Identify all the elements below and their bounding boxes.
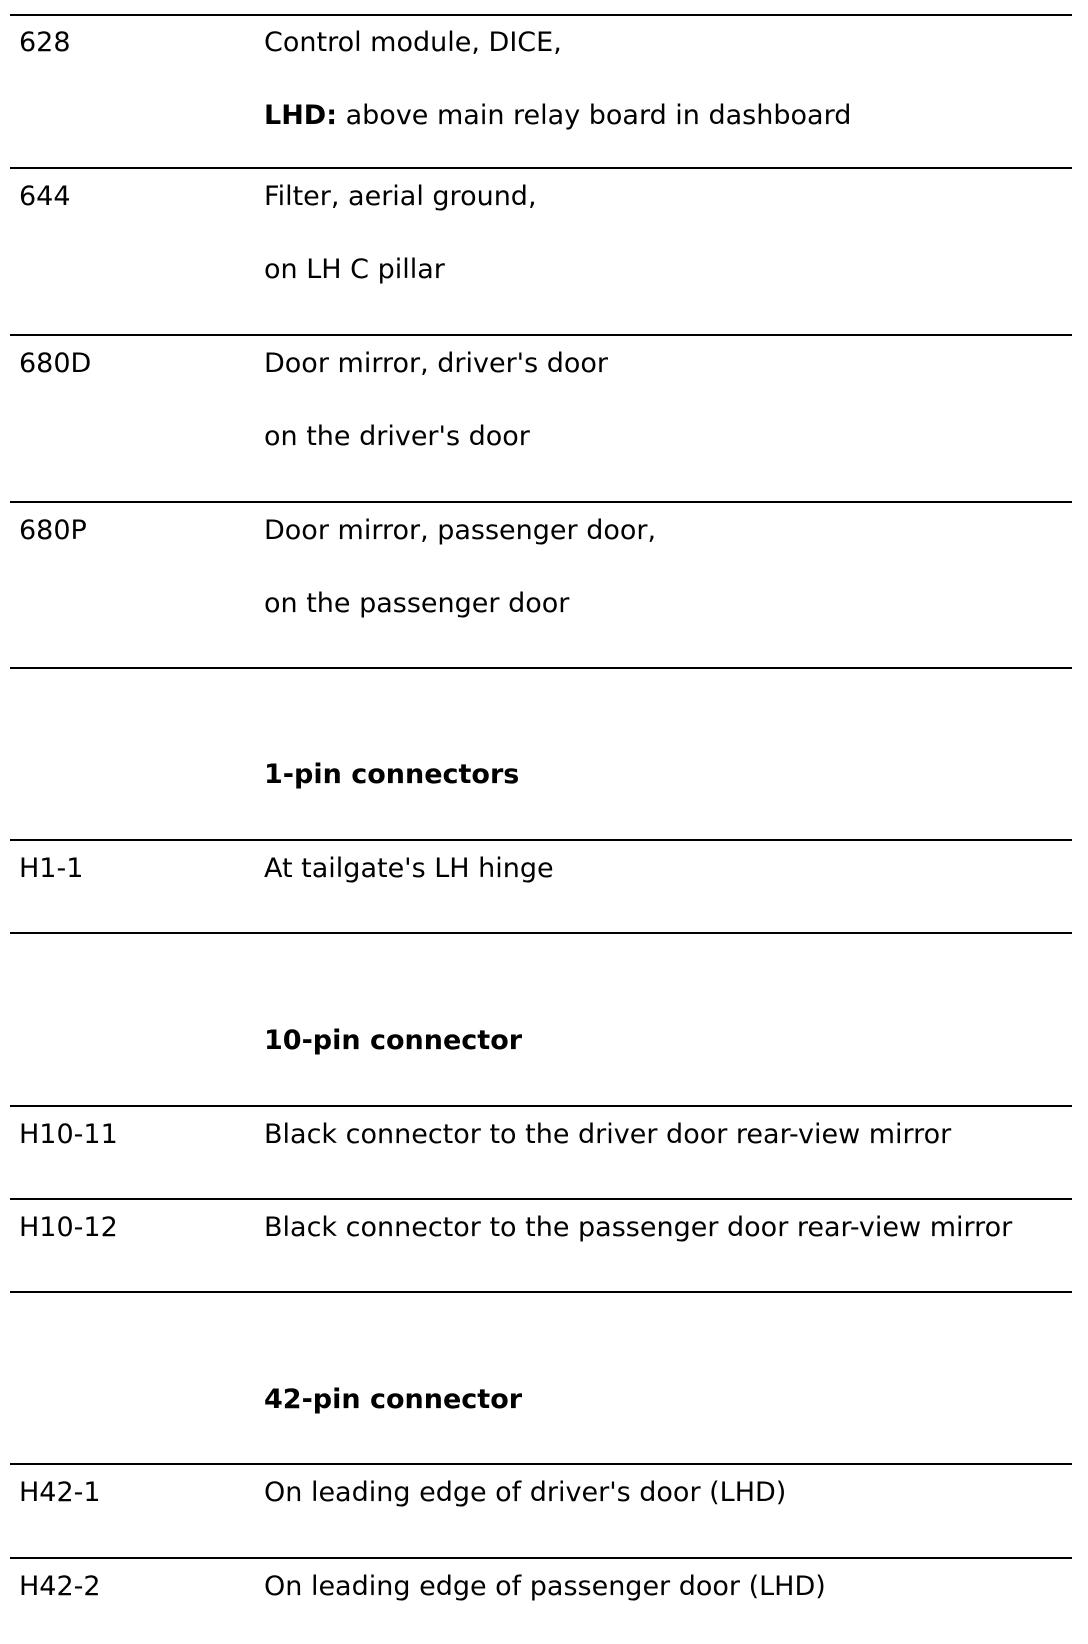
lhd-label: LHD: <box>264 100 338 131</box>
table-row-description: At tailgate's LH hinge <box>264 853 554 884</box>
table-row-description: On leading edge of driver's door (LHD) <box>264 1477 787 1508</box>
table-row-code: 628 <box>19 27 71 58</box>
table-rule <box>10 1198 1072 1200</box>
table-row-description: Door mirror, passenger door, <box>264 515 657 546</box>
location-text: above main relay board in dashboard <box>345 100 852 131</box>
table-row-code: 680D <box>19 348 92 379</box>
table-rule <box>10 932 1072 934</box>
table-row-description: Black connector to the passenger door rear-view mirror <box>264 1212 1013 1243</box>
table-rule <box>10 1557 1072 1559</box>
table-row-location: on the passenger door <box>264 588 570 619</box>
table-row-code: H1-1 <box>19 853 84 884</box>
table-rule <box>10 501 1072 503</box>
table-row-description: Control module, DICE, <box>264 27 562 58</box>
table-row-code: H42-2 <box>19 1571 101 1602</box>
table-rule <box>10 1463 1072 1465</box>
table-rule <box>10 334 1072 336</box>
section-heading: 1-pin connectors <box>264 759 520 790</box>
section-heading: 10-pin connector <box>264 1025 523 1056</box>
table-row-code: 680P <box>19 515 87 546</box>
table-row-code: H42-1 <box>19 1477 101 1508</box>
table-rule <box>10 1291 1072 1293</box>
table-row-code: H10-12 <box>19 1212 118 1243</box>
table-row-location <box>264 101 851 131</box>
table-row-location: on the driver's door <box>264 421 530 452</box>
table-row-description: On leading edge of passenger door (LHD) <box>264 1571 826 1602</box>
table-row-code: H10-11 <box>19 1119 118 1150</box>
table-rule <box>10 14 1072 16</box>
table-rule <box>10 839 1072 841</box>
table-rule <box>10 1105 1072 1107</box>
table-row-description: Black connector to the driver door rear-view mirror <box>264 1119 952 1150</box>
table-row-code: 644 <box>19 181 71 212</box>
section-heading: 42-pin connector <box>264 1384 523 1415</box>
table-rule <box>10 167 1072 169</box>
table-row-description: Door mirror, driver's door <box>264 348 609 379</box>
table-rule <box>10 667 1072 669</box>
table-row-description: Filter, aerial ground, <box>264 181 537 212</box>
table-row-location: on LH C pillar <box>264 254 445 285</box>
